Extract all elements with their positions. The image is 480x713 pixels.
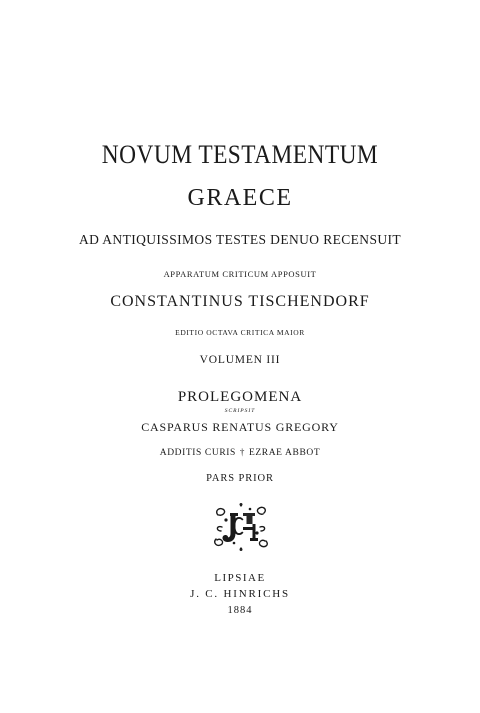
- imprint-place: LIPSIAE: [214, 572, 266, 584]
- publisher-monogram-icon: [212, 503, 270, 551]
- dagger-icon: †: [239, 447, 245, 457]
- recensuit-line: AD ANTIQUISSIMOS TESTES DENUO RECENSUIT: [78, 232, 402, 247]
- additis-line: [0, 448, 480, 459]
- additis-text-a: ADDITIS CURIS: [159, 448, 236, 458]
- contributor-name: CASPARUS RENATUS GREGORY: [141, 420, 339, 434]
- book-subtitle: GRAECE: [187, 185, 293, 211]
- scripsit-line: SCRIPSIT: [224, 408, 256, 414]
- imprint-publisher: J. C. HINRICHS: [190, 588, 290, 600]
- author-name: CONSTANTINUS TISCHENDORF: [110, 293, 370, 310]
- book-title: NOVUM TESTAMENTUM: [101, 140, 379, 169]
- apparatum-line: APPARATUM CRITICUM APPOSUIT: [163, 269, 317, 279]
- part-line: PARS PRIOR: [206, 473, 274, 484]
- imprint-year: 1884: [227, 605, 253, 616]
- volume-line: VOLUMEN III: [199, 354, 281, 366]
- edition-line: EDITIO OCTAVA CRITICA MAIOR: [175, 328, 305, 337]
- additis-text-b: EZRAE ABBOT: [248, 448, 321, 458]
- section-title: PROLEGOMENA: [177, 389, 303, 405]
